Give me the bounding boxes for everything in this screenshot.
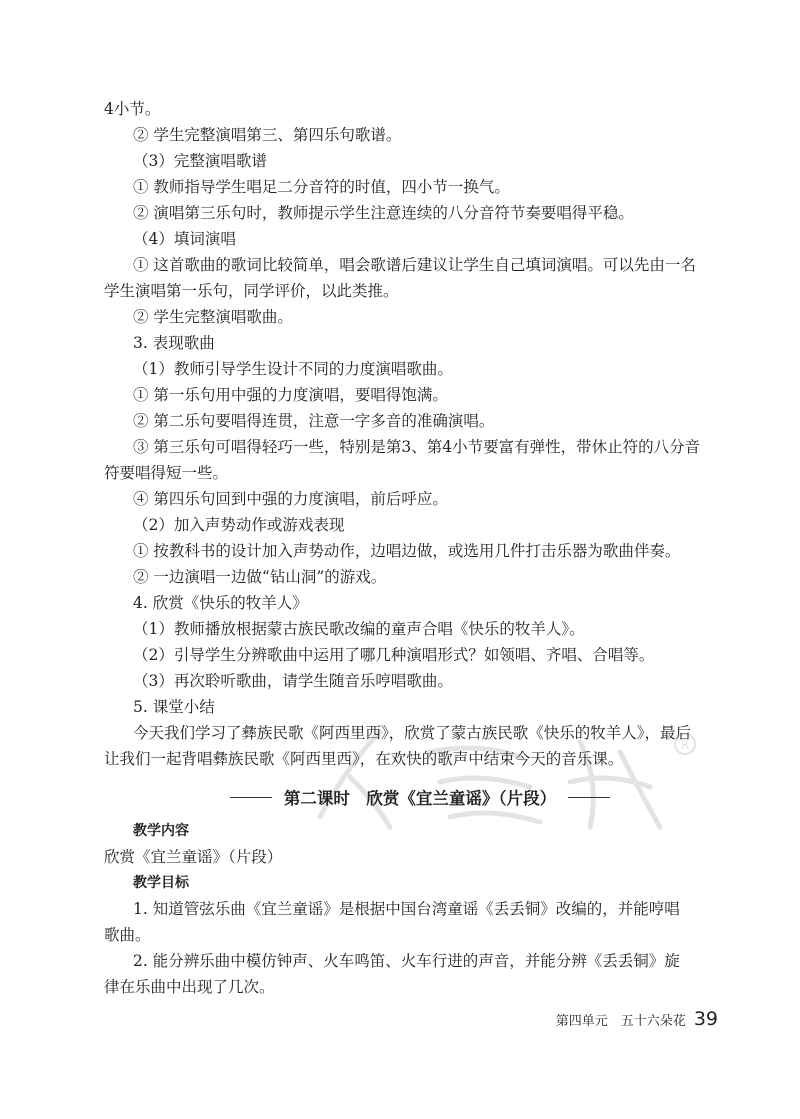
- subsection-heading: （1）教师引导学生设计不同的力度演唱歌曲。: [133, 360, 453, 378]
- svg-text:R: R: [680, 738, 690, 752]
- step-item: ② 一边演唱一边做“钻山洞”的游戏。: [133, 568, 387, 586]
- subsection-heading: （3）完整演唱歌谱: [133, 152, 267, 170]
- step-item: ① 按教科书的设计加入声势动作，边唱边做，或选用几件打击乐器为歌曲伴奏。: [133, 542, 681, 560]
- section-heading: 5. 课堂小结: [133, 698, 215, 716]
- step-item: ④ 第四乐句回到中强的力度演唱，前后呼应。: [133, 490, 448, 508]
- page-number: 39: [693, 1008, 718, 1030]
- step-item: ① 这首歌曲的歌词比较简单，唱会歌谱后建议让学生自己填词演唱。可以先由一名: [133, 256, 696, 274]
- goal-item-continuation: 律在乐曲中出现了几次。: [104, 978, 275, 996]
- title-rule-right: [568, 797, 610, 798]
- title-rule-left: [230, 797, 272, 798]
- step-item: ① 第一乐句用中强的力度演唱，要唱得饱满。: [133, 386, 448, 404]
- step-item-continuation: 学生演唱第一乐句，同学评价，以此类推。: [104, 282, 399, 300]
- step-item: ② 学生完整演唱歌曲。: [133, 308, 293, 326]
- lesson-title: [230, 784, 610, 810]
- summary-paragraph: 今天我们学习了彝族民歌《阿西里西》，欣赏了蒙古族民歌《快乐的牧羊人》，最后: [133, 724, 692, 742]
- goal-item: 1. 知道管弦乐曲《宜兰童谣》是根据中国台湾童谣《丢丢铜》改编的，并能哼唱: [133, 900, 680, 918]
- teaching-content-text: 欣赏《宜兰童谣》（片段）: [104, 848, 283, 866]
- goal-item: 2. 能分辨乐曲中模仿钟声、火车鸣笛、火车行进的声音，并能分辨《丢丢铜》旋: [133, 952, 680, 970]
- step-item-continuation: 符要唱得短一些。: [104, 464, 229, 482]
- subsection-heading: （2）加入声势动作或游戏表现: [133, 516, 345, 534]
- step-item: ③ 第三乐句可唱得轻巧一些，特别是第3、第4小节要富有弹性，带休止符的八分音: [133, 438, 701, 456]
- step-item: ② 第二乐句要唱得连贯，注意一字多音的准确演唱。: [133, 412, 495, 430]
- subsection-item: （2）引导学生分辨歌曲中运用了哪几种演唱形式？如领唱、齐唱、合唱等。: [133, 646, 655, 664]
- subsection-heading: （4）填词演唱: [133, 230, 236, 248]
- section-heading: 4. 欣赏《快乐的牧羊人》: [133, 594, 308, 612]
- subsection-item: （1）教师播放根据蒙古族民歌改编的童声合唱《快乐的牧羊人》。: [133, 620, 585, 638]
- footer-unit-title: 第四单元 五十六朵花: [555, 1014, 686, 1029]
- summary-paragraph-continuation: 让我们一起背唱彝族民歌《阿西里西》，在欢快的歌声中结束今天的音乐课。: [104, 750, 624, 768]
- subsection-item: （3）再次聆听歌曲，请学生随音乐哼唱歌曲。: [133, 672, 453, 690]
- lesson-title-text: 第二课时 欣赏《宜兰童谣》（片段）: [283, 789, 557, 808]
- teaching-goals-heading: 教学目标: [133, 875, 189, 891]
- step-item: ① 教师指导学生唱足二分音符的时值，四小节一换气。: [133, 178, 510, 196]
- goal-item-continuation: 歌曲。: [104, 926, 151, 944]
- page-footer: [538, 1008, 718, 1032]
- continuation-line: 4小节。: [104, 100, 161, 118]
- step-item: ② 学生完整演唱第三、第四乐句歌谱。: [133, 126, 402, 144]
- section-heading: 3. 表现歌曲: [133, 334, 215, 352]
- teaching-content-heading: 教学内容: [133, 823, 189, 839]
- step-item: ② 演唱第三乐句时，教师提示学生注意连续的八分音符节奏要唱得平稳。: [133, 204, 634, 222]
